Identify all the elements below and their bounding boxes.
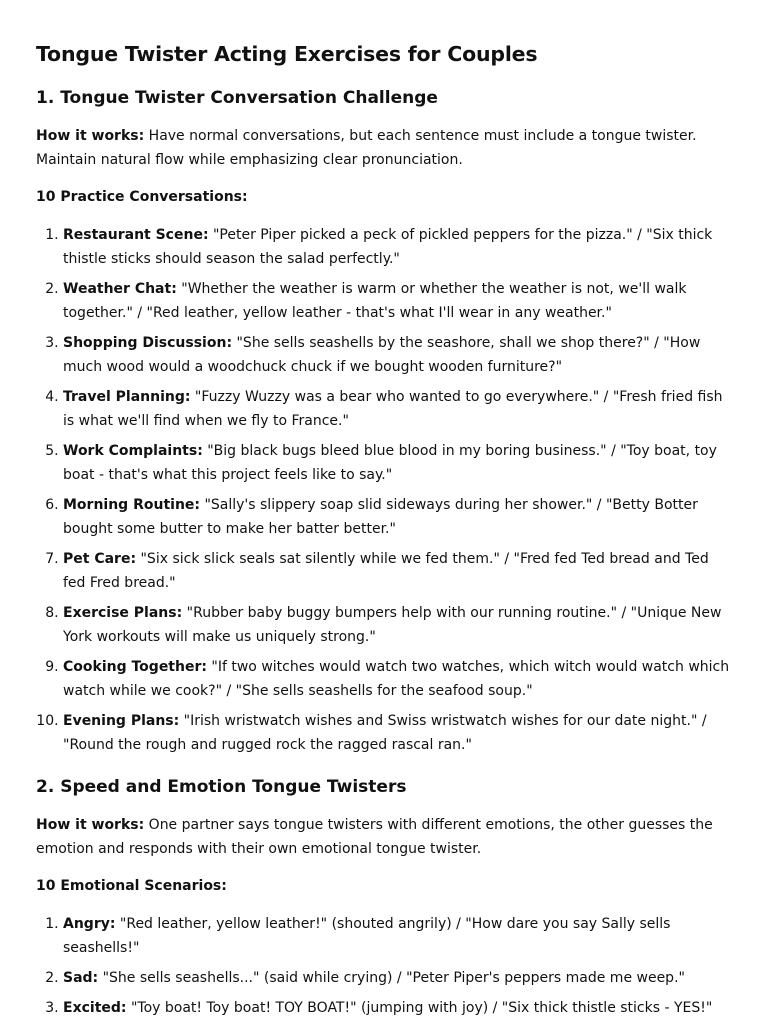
list-item	[63, 912, 734, 960]
item-label: Work Complaints:	[63, 442, 203, 459]
how-it-works-paragraph	[36, 124, 734, 172]
item-label: Pet Care:	[63, 550, 137, 567]
item-text: "Six sick slick seals sat silently while we fed them." / "Fred fed Ted bread and Ted fed Fred bread."	[63, 550, 709, 591]
list-item	[63, 709, 734, 757]
list-item	[63, 966, 734, 990]
list-item	[63, 223, 734, 271]
list-item	[63, 277, 734, 325]
item-label: Excited:	[63, 1000, 127, 1017]
sub-heading: 10 Emotional Scenarios:	[36, 878, 227, 895]
list-item	[63, 996, 734, 1020]
list-item	[63, 493, 734, 541]
item-label: Evening Plans:	[63, 712, 180, 729]
page-title: Tongue Twister Acting Exercises for Couples	[36, 42, 538, 66]
list-item	[63, 601, 734, 649]
item-label: Exercise Plans:	[63, 604, 183, 621]
item-text: "Whether the weather is warm or whether the weather is not, we'll walk together." / "Red leather, yellow leather - that's what I'll wear in any weather."	[63, 280, 687, 321]
item-text: "Big black bugs bleed blue blood in my boring business." / "Toy boat, toy boat - that's what this project feels like to say."	[63, 442, 717, 483]
how-it-works-label: How it works:	[36, 817, 145, 834]
how-it-works-text: One partner says tongue twisters with different emotions, the other guesses the emotion and responds with their own emotional tongue twister.	[36, 817, 713, 858]
item-text: "She sells seashells..." (said while crying) / "Peter Piper's peppers made me weep."	[98, 970, 685, 987]
section-speed-emotion	[36, 777, 734, 1020]
item-label: Sad:	[63, 970, 99, 987]
item-text: "Sally's slippery soap slid sideways during her shower." / "Betty Botter bought some butter to make her batter better."	[63, 496, 698, 537]
list-item	[63, 547, 734, 595]
how-it-works-paragraph	[36, 813, 734, 861]
item-text: "Irish wristwatch wishes and Swiss wristwatch wishes for our date night." / "Round the rough and rugged rock the ragged rascal ran."	[63, 712, 707, 753]
item-label: Weather Chat:	[63, 280, 177, 297]
item-text: "Rubber baby buggy bumpers help with our running routine." / "Unique New York workouts will make us uniquely strong."	[63, 604, 722, 645]
list-item	[63, 655, 734, 703]
item-label: Restaurant Scene:	[63, 226, 209, 243]
emotional-scenarios-list	[36, 912, 734, 1020]
item-text: "She sells seashells by the seashore, shall we shop there?" / "How much wood would a woodchuck chuck if we bought wooden furniture?"	[63, 334, 701, 375]
section-heading: 1. Tongue Twister Conversation Challenge	[36, 87, 438, 108]
practice-conversations-list	[36, 223, 734, 757]
item-text: "Red leather, yellow leather!" (shouted angrily) / "How dare you say Sally sells seashells!"	[63, 916, 671, 957]
item-label: Morning Routine:	[63, 496, 200, 513]
section-conversation-challenge	[36, 88, 734, 757]
how-it-works-text: Have normal conversations, but each sentence must include a tongue twister. Maintain natural flow while emphasizing clear pronunciation.	[36, 127, 697, 168]
item-text: "Fuzzy Wuzzy was a bear who wanted to go everywhere." / "Fresh fried fish is what we'll find when we fly to France."	[63, 388, 723, 429]
item-label: Travel Planning:	[63, 388, 191, 405]
section-spacer	[36, 763, 734, 777]
list-item	[63, 439, 734, 487]
section-heading: 2. Speed and Emotion Tongue Twisters	[36, 776, 407, 797]
item-text: "If two witches would watch two watches, which witch would watch which watch while we cook?" / "She sells seashells for the seafood soup."	[63, 658, 730, 699]
item-label: Cooking Together:	[63, 658, 207, 675]
list-item	[63, 331, 734, 379]
item-label: Shopping Discussion:	[63, 334, 233, 351]
item-label: Angry:	[63, 916, 116, 933]
item-text: "Peter Piper picked a peck of pickled peppers for the pizza." / "Six thick thistle sticks should season the salad perfectly."	[63, 226, 713, 267]
list-item	[63, 385, 734, 433]
how-it-works-label: How it works:	[36, 127, 145, 144]
item-text: "Toy boat! Toy boat! TOY BOAT!" (jumping with joy) / "Six thick thistle sticks - YES!"	[126, 1000, 713, 1017]
sub-heading: 10 Practice Conversations:	[36, 188, 248, 205]
